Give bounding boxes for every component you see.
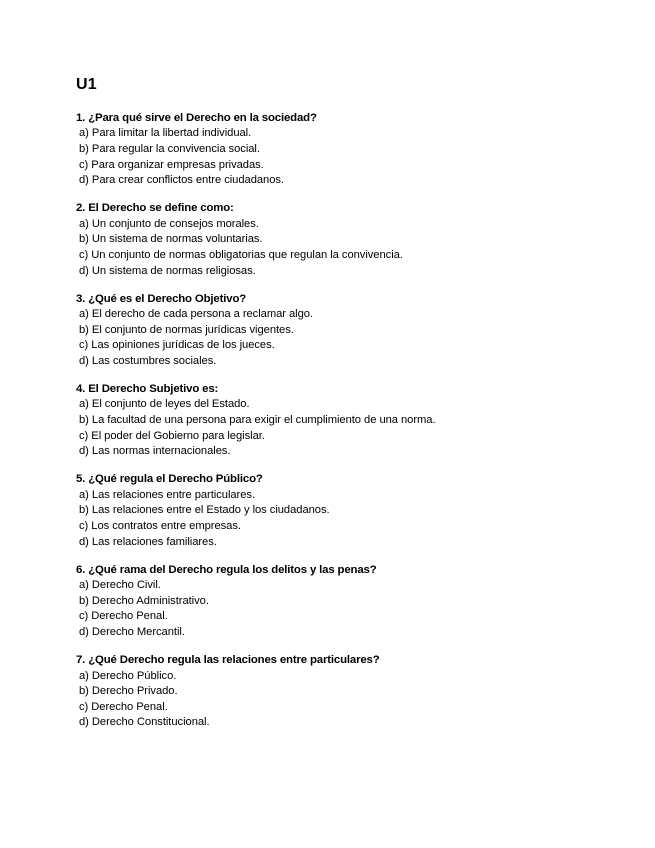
- option-c: c) Un conjunto de normas obligatorias que regulan la convivencia.: [79, 248, 403, 261]
- option-c: c) Los contratos entre empresas.: [79, 520, 241, 533]
- option-c: c) Las opiniones jurídicas de los jueces.: [79, 339, 275, 352]
- option-d: d) Las costumbres sociales.: [79, 354, 217, 367]
- question-5: [76, 472, 636, 550]
- option-d: d) Derecho Mercantil.: [79, 625, 185, 638]
- option-b: b) Derecho Administrativo.: [79, 594, 209, 607]
- question-list: [76, 111, 636, 744]
- option-a: a) El conjunto de leyes del Estado.: [79, 398, 250, 411]
- question-text: 1. ¿Para qué sirve el Derecho en la sociedad?: [76, 112, 317, 124]
- option-b: b) Para regular la convivencia social.: [79, 142, 260, 155]
- question-7: [76, 653, 636, 731]
- question-6: [76, 563, 636, 641]
- question-text: 6. ¿Qué rama del Derecho regula los delitos y las penas?: [76, 563, 377, 576]
- question-text: 4. El Derecho Subjetivo es:: [76, 383, 219, 396]
- question-text: 2. El Derecho se define como:: [76, 202, 234, 215]
- option-d: d) Las normas internacionales.: [79, 445, 231, 458]
- document-title: U1: [76, 76, 97, 93]
- question-text: 5. ¿Qué regula el Derecho Público?: [76, 473, 263, 486]
- option-b: b) Derecho Privado.: [79, 685, 178, 698]
- option-a: a) Para limitar la libertad individual.: [79, 127, 252, 140]
- option-b: b) Un sistema de normas voluntarias.: [79, 233, 263, 246]
- option-a: a) El derecho de cada persona a reclamar algo.: [79, 308, 314, 321]
- option-d: d) Las relaciones familiares.: [79, 535, 217, 548]
- option-c: c) Derecho Penal.: [79, 700, 168, 713]
- option-d: d) Un sistema de normas religiosas.: [79, 264, 256, 277]
- option-c: c) El poder del Gobierno para legislar.: [79, 429, 265, 442]
- option-a: a) Derecho Civil.: [79, 579, 161, 592]
- question-2: [76, 201, 636, 279]
- option-b: b) El conjunto de normas jurídicas vigentes.: [79, 323, 294, 336]
- question-text: 7. ¿Qué Derecho regula las relaciones entre particulares?: [76, 654, 380, 667]
- option-d: d) Derecho Constitucional.: [79, 716, 210, 729]
- question-3: [76, 292, 636, 370]
- option-c: c) Derecho Penal.: [79, 610, 168, 623]
- option-a: a) Derecho Público.: [79, 669, 177, 682]
- question-1: [76, 111, 636, 189]
- option-a: a) Un conjunto de consejos morales.: [79, 217, 259, 230]
- option-a: a) Las relaciones entre particulares.: [79, 488, 255, 501]
- question-text: 3. ¿Qué es el Derecho Objetivo?: [76, 292, 247, 305]
- option-c: c) Para organizar empresas privadas.: [79, 158, 264, 171]
- option-d: d) Para crear conflictos entre ciudadanos.: [79, 174, 284, 187]
- option-b: b) Las relaciones entre el Estado y los ciudadanos.: [79, 504, 330, 517]
- option-b: b) La facultad de una persona para exigir el cumplimiento de una norma.: [79, 414, 436, 427]
- question-4: [76, 382, 636, 460]
